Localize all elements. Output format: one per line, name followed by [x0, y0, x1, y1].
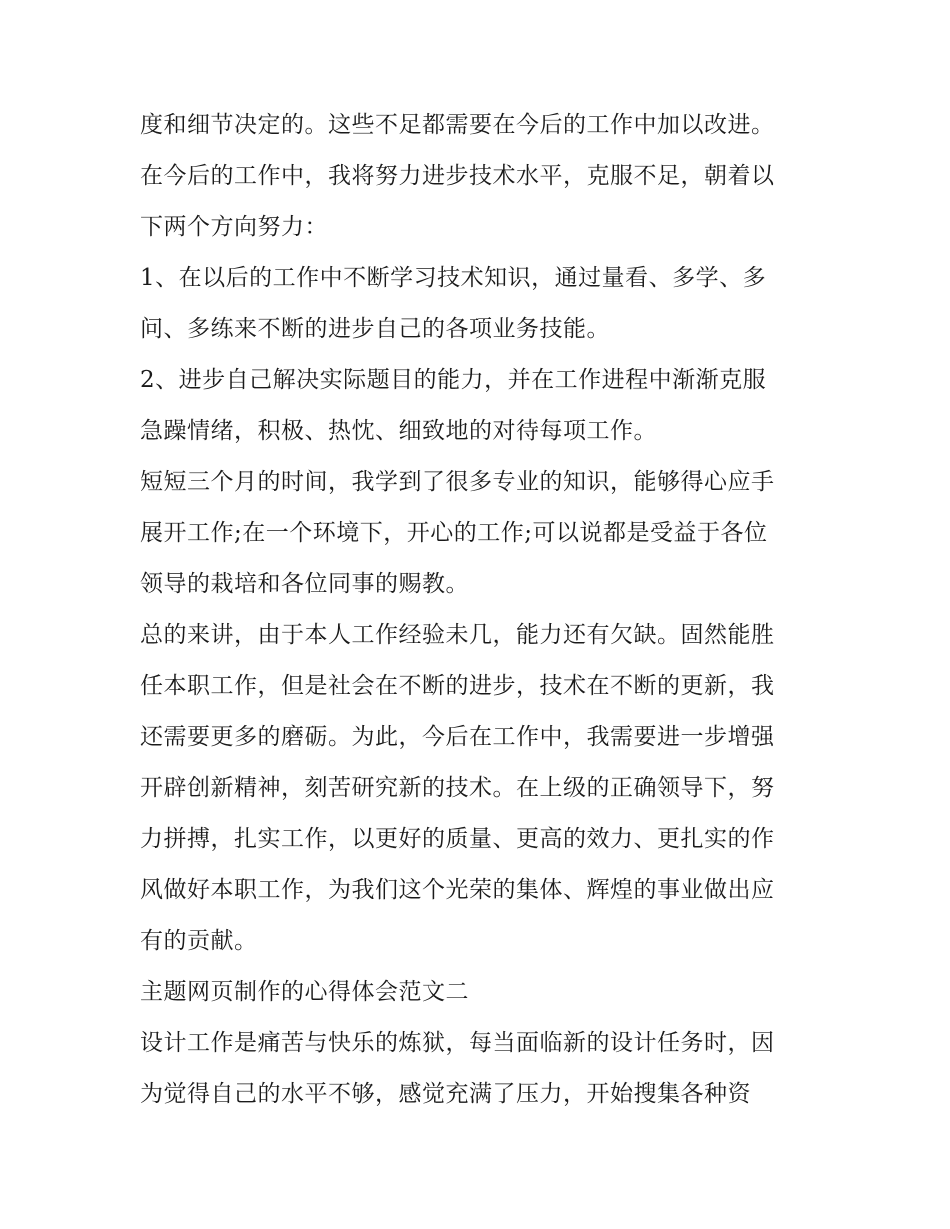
text-line: 2、进步自己解决实际题目的能力，并在工作进程中渐渐克服	[140, 367, 767, 393]
text-line: 设计工作是痛苦与快乐的炼狱，每当面临新的设计任务时，因	[140, 1030, 775, 1056]
text-line: 展开工作;在一个环境下，开心的工作;可以说都是受益于各位	[140, 520, 768, 546]
text-line: 下两个方向努力：	[140, 214, 328, 240]
text-line: 问、多练来不断的进步自己的各项业务技能。	[140, 316, 610, 342]
text-line: 急躁情绪，积极、热忱、细致地的对待每项工作。	[140, 418, 657, 444]
text-line: 度和细节决定的。这些不足都需要在今后的工作中加以改进。	[140, 112, 775, 138]
text-line: 1、在以后的工作中不断学习技术知识，通过量看、多学、多	[140, 265, 767, 291]
text-line: 在今后的工作中，我将努力进步技术水平，克服不足，朝着以	[140, 163, 775, 189]
text-line: 力拼搏，扎实工作，以更好的质量、更高的效力、更扎实的作	[140, 826, 775, 852]
text-line: 短短三个月的时间，我学到了很多专业的知识，能够得心应手	[140, 469, 775, 495]
text-line: 任本职工作，但是社会在不断的进步，技术在不断的更新，我	[140, 673, 775, 699]
text-line: 为觉得自己的水平不够，感觉充满了压力，开始搜集各种资	[140, 1081, 751, 1107]
text-line: 领导的栽培和各位同事的赐教。	[140, 571, 469, 597]
document-body	[140, 100, 820, 1120]
text-line: 开辟创新精神，刻苦研究新的技术。在上级的正确领导下，努	[140, 775, 775, 801]
text-line: 有的贡献。	[140, 928, 258, 954]
text-line: 总的来讲，由于本人工作经验未几，能力还有欠缺。固然能胜	[140, 622, 775, 648]
text-line: 还需要更多的磨砺。为此，今后在工作中，我需要进一步增强	[140, 724, 775, 750]
text-line: 风做好本职工作，为我们这个光荣的集体、辉煌的事业做出应	[140, 877, 775, 903]
section-heading: 主题网页制作的心得体会范文二	[140, 979, 469, 1005]
